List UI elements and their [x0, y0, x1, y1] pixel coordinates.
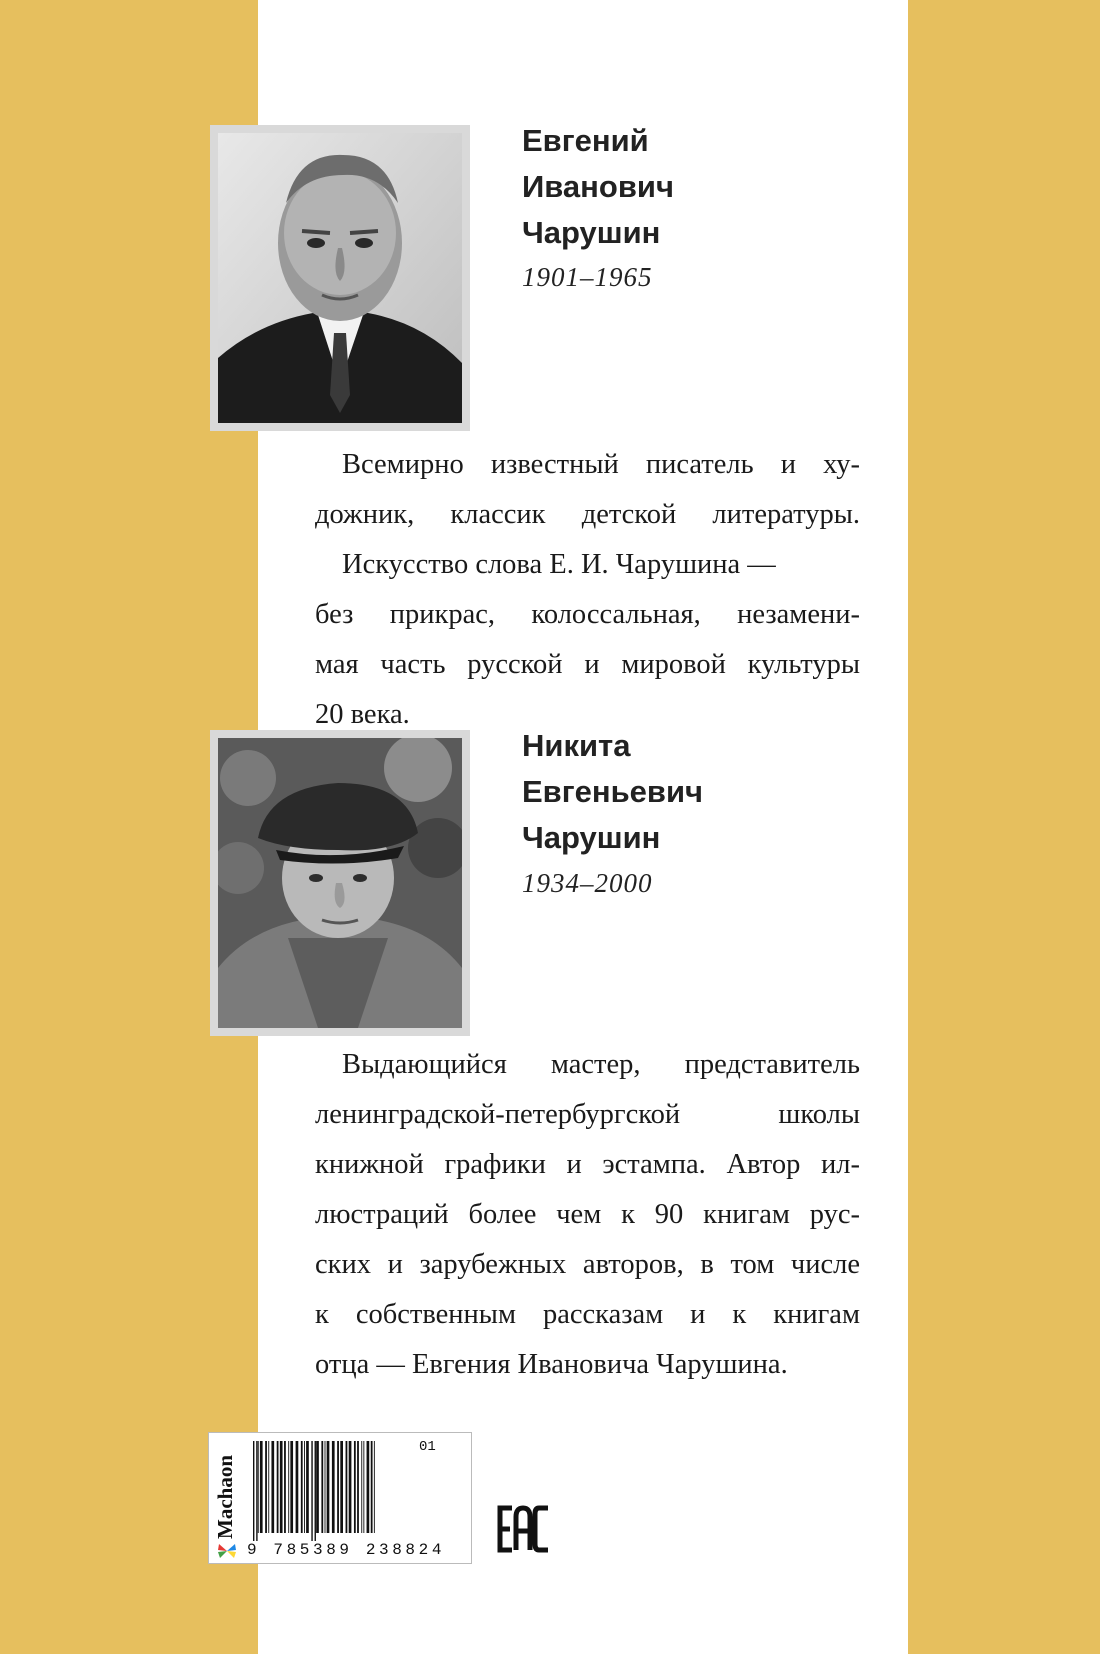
bio-line: ленинградской-петербургской школы — [315, 1099, 860, 1130]
bio-line: Всемирно известный писатель и ху- — [342, 449, 860, 480]
barcode-bar — [325, 1441, 326, 1533]
barcode-guard-bar — [311, 1441, 312, 1541]
bio-line: Выдающийся мастер, представитель — [342, 1049, 860, 1080]
barcode-bar — [354, 1441, 356, 1533]
publisher-logo — [209, 1433, 245, 1563]
barcode-bar — [349, 1441, 352, 1533]
barcode-bar — [357, 1441, 359, 1533]
barcode-bar — [371, 1441, 373, 1533]
bio-line: 20 века. — [315, 699, 410, 730]
eac-mark-text: EAC — [497, 1505, 499, 1506]
barcode-bar — [280, 1441, 283, 1533]
barcode-bar — [306, 1441, 309, 1533]
bio-line: без прикрас, колоссальная, незамени- — [315, 599, 860, 630]
barcode-bar — [258, 1441, 259, 1533]
barcode-bar — [304, 1441, 305, 1533]
bio-line: люстраций более чем к 90 книгам рус- — [315, 1199, 860, 1230]
barcode-guard-bar — [256, 1441, 257, 1541]
butterfly-icon — [217, 1543, 237, 1559]
barcode — [251, 1441, 461, 1541]
author-1-name — [522, 118, 674, 256]
barcode-guard-bar — [253, 1441, 254, 1541]
bio-line: ских и зарубежных авторов, в том числе — [315, 1249, 860, 1280]
barcode-bar — [296, 1441, 299, 1533]
barcode-bar — [316, 1441, 319, 1533]
author-2-name — [522, 723, 703, 861]
portrait-photo-icon — [218, 738, 462, 1028]
portrait-photo-icon — [218, 133, 462, 423]
barcode-block — [208, 1432, 472, 1564]
publisher-name: Machaon — [213, 1455, 237, 1539]
barcode-bar — [284, 1441, 286, 1533]
barcode-bar — [367, 1441, 370, 1533]
barcode-bar — [277, 1441, 279, 1533]
author-1-portrait — [210, 125, 470, 431]
barcode-bar — [361, 1441, 362, 1533]
author-1-years: 1901–1965 — [522, 262, 653, 292]
barcode-bar — [321, 1441, 323, 1533]
barcode-guard-bar — [315, 1441, 316, 1541]
bio-line: к собственным рассказам и к книгам — [315, 1299, 860, 1330]
barcode-bar — [260, 1441, 263, 1533]
bio-line: мая часть русской и мировой культуры — [315, 649, 860, 680]
bio-line: книжной графики и эстампа. Автор ил- — [315, 1149, 860, 1180]
barcode-bar — [301, 1441, 303, 1533]
barcode-bar — [340, 1441, 343, 1533]
barcode-bar — [374, 1441, 375, 1533]
author-2-last-name: Чарушин — [522, 820, 661, 855]
barcode-isbn-digits: 9 785389 238824 — [247, 1541, 446, 1559]
author-2-bio — [315, 1040, 860, 1390]
barcode-addon-digits: 01 — [419, 1439, 436, 1455]
barcode-bar — [332, 1441, 335, 1533]
barcode-bar — [288, 1441, 289, 1533]
author-1-first-name: Евгений — [522, 123, 649, 158]
bio-line: отца — Евгения Ивановича Чарушина. — [315, 1349, 788, 1380]
author-2-first-name: Никита — [522, 728, 631, 763]
barcode-bar — [268, 1441, 269, 1533]
author-1-bio — [315, 440, 860, 740]
author-2-years: 1934–2000 — [522, 868, 653, 898]
barcode-bar — [290, 1441, 293, 1533]
barcode-bar — [346, 1441, 348, 1533]
author-2-patronymic: Евгеньевич — [522, 774, 704, 809]
author-2-portrait — [210, 730, 470, 1036]
barcode-bar — [327, 1441, 330, 1533]
author-1-last-name: Чарушин — [522, 215, 661, 250]
barcode-bar — [337, 1441, 339, 1533]
eac-certification-icon — [497, 1505, 551, 1553]
barcode-bar — [271, 1441, 274, 1533]
barcode-bar — [363, 1441, 364, 1533]
author-1-patronymic: Иванович — [522, 169, 674, 204]
barcode-bar — [265, 1441, 267, 1533]
bio-line: Искусство слова Е. И. Чарушина — — [342, 549, 776, 580]
bio-line: дожник, классик детской литературы. — [315, 499, 860, 530]
